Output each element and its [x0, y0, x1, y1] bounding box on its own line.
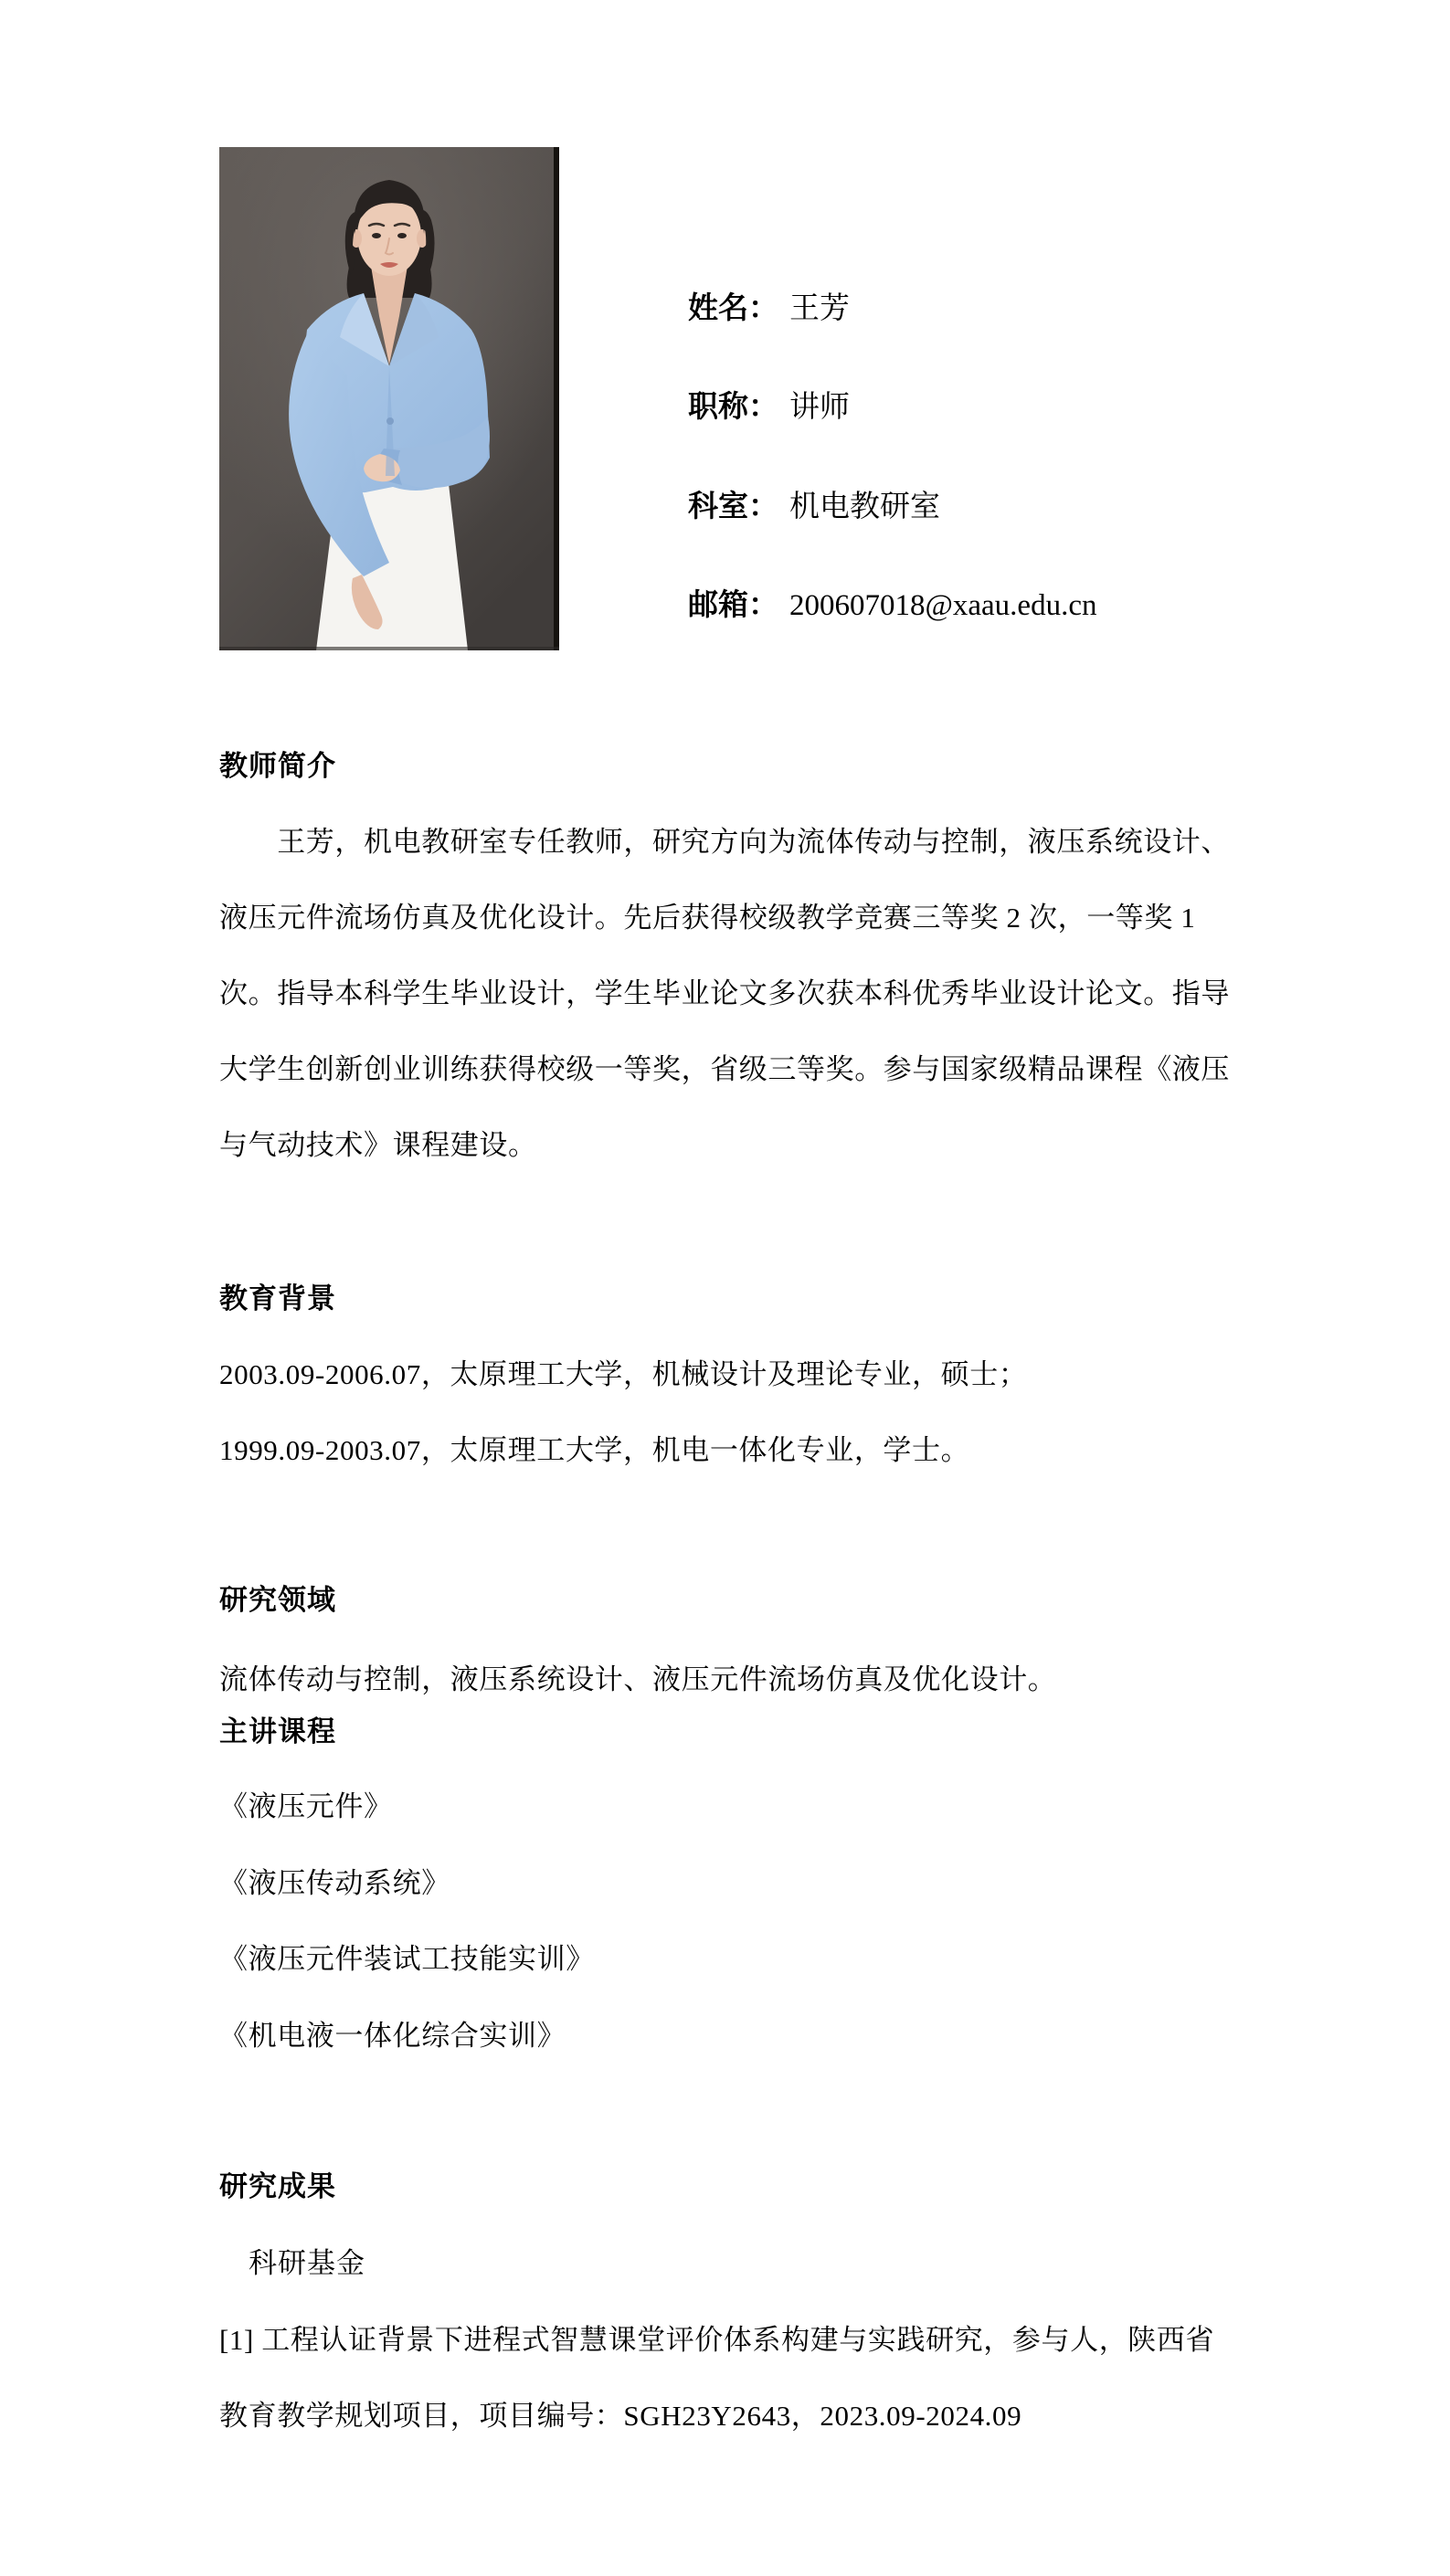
- section-heading-research: 研究领域: [219, 1584, 336, 1616]
- section-heading-achievements: 研究成果: [219, 2170, 336, 2202]
- name-label: 姓名：: [688, 292, 778, 325]
- course-item: 《液压元件》: [219, 1790, 393, 1822]
- section-heading-intro: 教师简介: [219, 750, 336, 782]
- course-item: 《机电液一体化综合实训》: [219, 2019, 566, 2052]
- email-value: 200607018@xaau.edu.cn: [789, 589, 1097, 622]
- intro-line: 与气动技术》课程建设。: [219, 1129, 537, 1161]
- fund-line: [1] 工程认证背景下进程式智慧课堂评价体系构建与实践研究，参与人，陕西省: [219, 2324, 1215, 2356]
- achievements-subheading-funds: 科研基金: [219, 2247, 365, 2279]
- education-line: 2003.09-2006.07，太原理工大学，机械设计及理论专业，硕士；: [219, 1358, 1028, 1390]
- fund-line: 教育教学规划项目，项目编号：SGH23Y2643，2023.09-2024.09: [219, 2400, 1022, 2432]
- course-item: 《液压传动系统》: [219, 1866, 450, 1899]
- section-heading-education: 教育背景: [219, 1283, 336, 1314]
- intro-line: 液压元件流场仿真及优化设计。先后获得校级教学竞赛三等奖 2 次，一等奖 1: [219, 902, 1196, 934]
- title-value: 讲师: [789, 391, 850, 424]
- department-label: 科室：: [688, 491, 778, 523]
- portrait-illustration: [219, 147, 559, 650]
- section-heading-courses: 主讲课程: [219, 1716, 336, 1747]
- courses-list: [219, 1768, 1238, 2074]
- teacher-portrait-photo: [219, 147, 559, 650]
- field-row-department: [688, 486, 940, 528]
- course-item: 《液压元件装试工技能实训》: [219, 1943, 595, 1975]
- intro-line: 次。指导本科学生毕业设计，学生毕业论文多次获本科优秀毕业设计论文。指导: [219, 977, 1230, 1009]
- education-line: 1999.09-2003.07，太原理工大学，机电一体化专业，学士。: [219, 1434, 970, 1466]
- fund-item: [219, 2302, 1238, 2454]
- name-value: 王芳: [789, 292, 850, 325]
- intro-line: 王芳，机电教研室专任教师，研究方向为流体传动与控制，液压系统设计、: [219, 826, 1230, 858]
- research-content: [219, 1642, 1238, 1717]
- intro-line: 大学生创新创业训练获得校级一等奖，省级三等奖。参与国家级精品课程《液压: [219, 1053, 1230, 1085]
- research-line: 流体传动与控制，液压系统设计、液压元件流场仿真及优化设计。: [219, 1663, 1057, 1695]
- intro-paragraph: [219, 804, 1238, 1183]
- field-row-email: [688, 585, 1096, 627]
- education-list: [219, 1336, 1238, 1488]
- field-row-name: [688, 288, 850, 330]
- department-value: 机电教研室: [789, 491, 940, 523]
- title-label: 职称：: [688, 391, 778, 424]
- email-label: 邮箱：: [688, 589, 778, 622]
- field-row-title: [688, 386, 850, 428]
